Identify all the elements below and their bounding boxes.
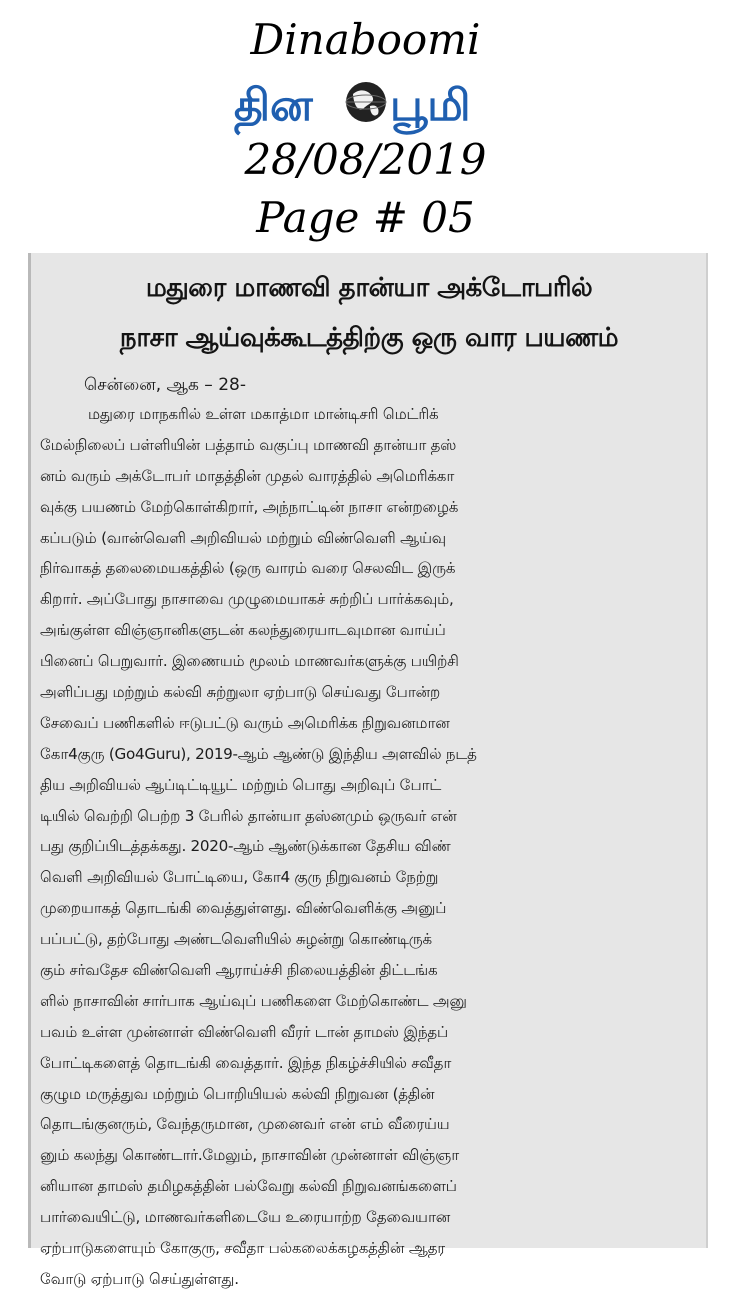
- body-line: கோ4குரு (Go4Guru), 2019-ஆம் ஆண்டு இந்திய அளவில் நடத்: [40, 744, 477, 763]
- headline-line: நாசா ஆய்வுக்கூடத்திற்கு ஒரு வார பயணம்: [119, 323, 619, 353]
- clipping-edge-right: [706, 253, 708, 1248]
- body-line: டியில் வெற்றி பெற்ற 3 பேரில் தான்யா தஸ்னமும் ஒருவர் என்: [40, 806, 457, 825]
- article-dateline: சென்னை, ஆக – 28-: [84, 375, 246, 395]
- publication-date: 28/08/2019: [244, 135, 487, 184]
- body-line: முறையாகத் தொடங்கி வைத்துள்ளது. விண்வெளிக்கு அனுப்: [40, 899, 447, 918]
- body-line: பப்பட்டு, தற்போது அண்டவெளியில் சுழன்று கொண்டிருக்: [40, 930, 432, 949]
- body-line: ளில் நாசாவின் சார்பாக ஆய்வுப் பணிகளை மேற்கொண்ட அனு: [40, 991, 467, 1010]
- body-line: மேல்நிலைப் பள்ளியின் பத்தாம் வகுப்பு மாணவி தான்யா தஸ்: [40, 435, 457, 454]
- body-line: அளிப்பது மற்றும் கல்வி சுற்றுலா ஏற்பாடு செய்வது போன்ற: [40, 683, 441, 702]
- page-number: Page # 05: [256, 193, 475, 242]
- body-line: கும் சர்வதேச விண்வெளி ஆராய்ச்சி நிலையத்தின் திட்டங்க: [40, 961, 438, 980]
- body-line: னும் கலந்து கொண்டார்.மேலும், நாசாவின் முன்னாள் விஞ்ஞா: [40, 1146, 460, 1165]
- body-line: வெளி அறிவியல் போட்டியை, கோ4 குரு நிறுவனம் நேற்று: [40, 868, 439, 887]
- article-body: [40, 399, 700, 1295]
- body-line: பது குறிப்பிடத்தக்கது. 2020-ஆம் ஆண்டுக்கான தேசிய விண்: [40, 837, 451, 856]
- headline-line: மதுரை மாணவி தான்யா அக்டோபரில்: [145, 273, 593, 303]
- body-line: னியான தாமஸ் தமிழகத்தின் பல்வேறு கல்வி நிறுவனங்களைப்: [40, 1177, 457, 1196]
- body-line: சேவைப் பணிகளில் ஈடுபட்டு வரும் அமெரிக்க நிறுவனமான: [40, 713, 450, 732]
- dinaboomi-logo: [232, 70, 500, 132]
- clipping-header: [0, 0, 731, 250]
- body-line: குழும மருத்துவ மற்றும் பொறியியல் கல்வி நிறுவன (த்தின்: [40, 1084, 435, 1103]
- body-line: னம் வரும் அக்டோபர் மாதத்தின் முதல் வாரத்தில் அமெரிக்கா: [40, 466, 455, 485]
- logo-text-left: தின: [234, 80, 313, 131]
- article-headline: [36, 263, 702, 363]
- logo-text-right: பூமி: [390, 80, 471, 131]
- body-line: போட்டிகளைத் தொடங்கி வைத்தார். இந்த நிகழ்ச்சியில் சவீதா: [40, 1053, 452, 1072]
- body-line: கிறார். அப்போது நாசாவை முழுமையாகச் சுற்றிப் பார்க்கவும்,: [40, 590, 454, 609]
- body-line: பினைப் பெறுவார். இணையம் மூலம் மாணவர்களுக்கு பயிற்சி: [40, 652, 459, 671]
- body-line: அங்குள்ள விஞ்ஞானிகளுடன் கலந்துரையாடவுமான வாய்ப்: [40, 621, 446, 640]
- body-line: தொடங்குனரும், வேந்தருமான, முனைவர் என் எம் வீரைய்ய: [40, 1115, 450, 1134]
- body-line: பார்வையிட்டு, மாணவர்களிடையே உரையாற்ற தேவையான: [40, 1208, 451, 1227]
- body-line: மதுரை மாநகரில் உள்ள மகாத்மா மான்டிசரி மெட்ரிக்: [88, 405, 439, 423]
- body-line: பவம் உள்ள முன்னாள் விண்வெளி வீரர் டான் தாமஸ் இந்தப்: [40, 1022, 448, 1041]
- newspaper-name: Dinaboomi: [250, 15, 481, 64]
- body-line: வுக்கு பயணம் மேற்கொள்கிறார், அந்நாட்டின் நாசா என்றழைக்: [40, 497, 459, 516]
- body-line: திய அறிவியல் ஆப்டிட்டியூட் மற்றும் பொது அறிவுப் போட்: [40, 775, 442, 794]
- body-line: வோடு ஏற்பாடு செய்துள்ளது.: [40, 1269, 239, 1288]
- body-line: கப்படும் (வான்வெளி அறிவியல் மற்றும் விண்வெளி ஆய்வு: [40, 528, 447, 547]
- body-line: ஏற்பாடுகளையும் கோகுரு, சவீதா பல்கலைக்கழகத்தின் ஆதர: [40, 1239, 445, 1258]
- globe-icon: [346, 82, 386, 122]
- news-clipping: [28, 253, 708, 1288]
- body-line: நிர்வாகத் தலைமையகத்தில் (ஒரு வாரம் வரை செலவிட இருக்: [40, 559, 456, 578]
- clipping-edge-shadow: [28, 253, 31, 1248]
